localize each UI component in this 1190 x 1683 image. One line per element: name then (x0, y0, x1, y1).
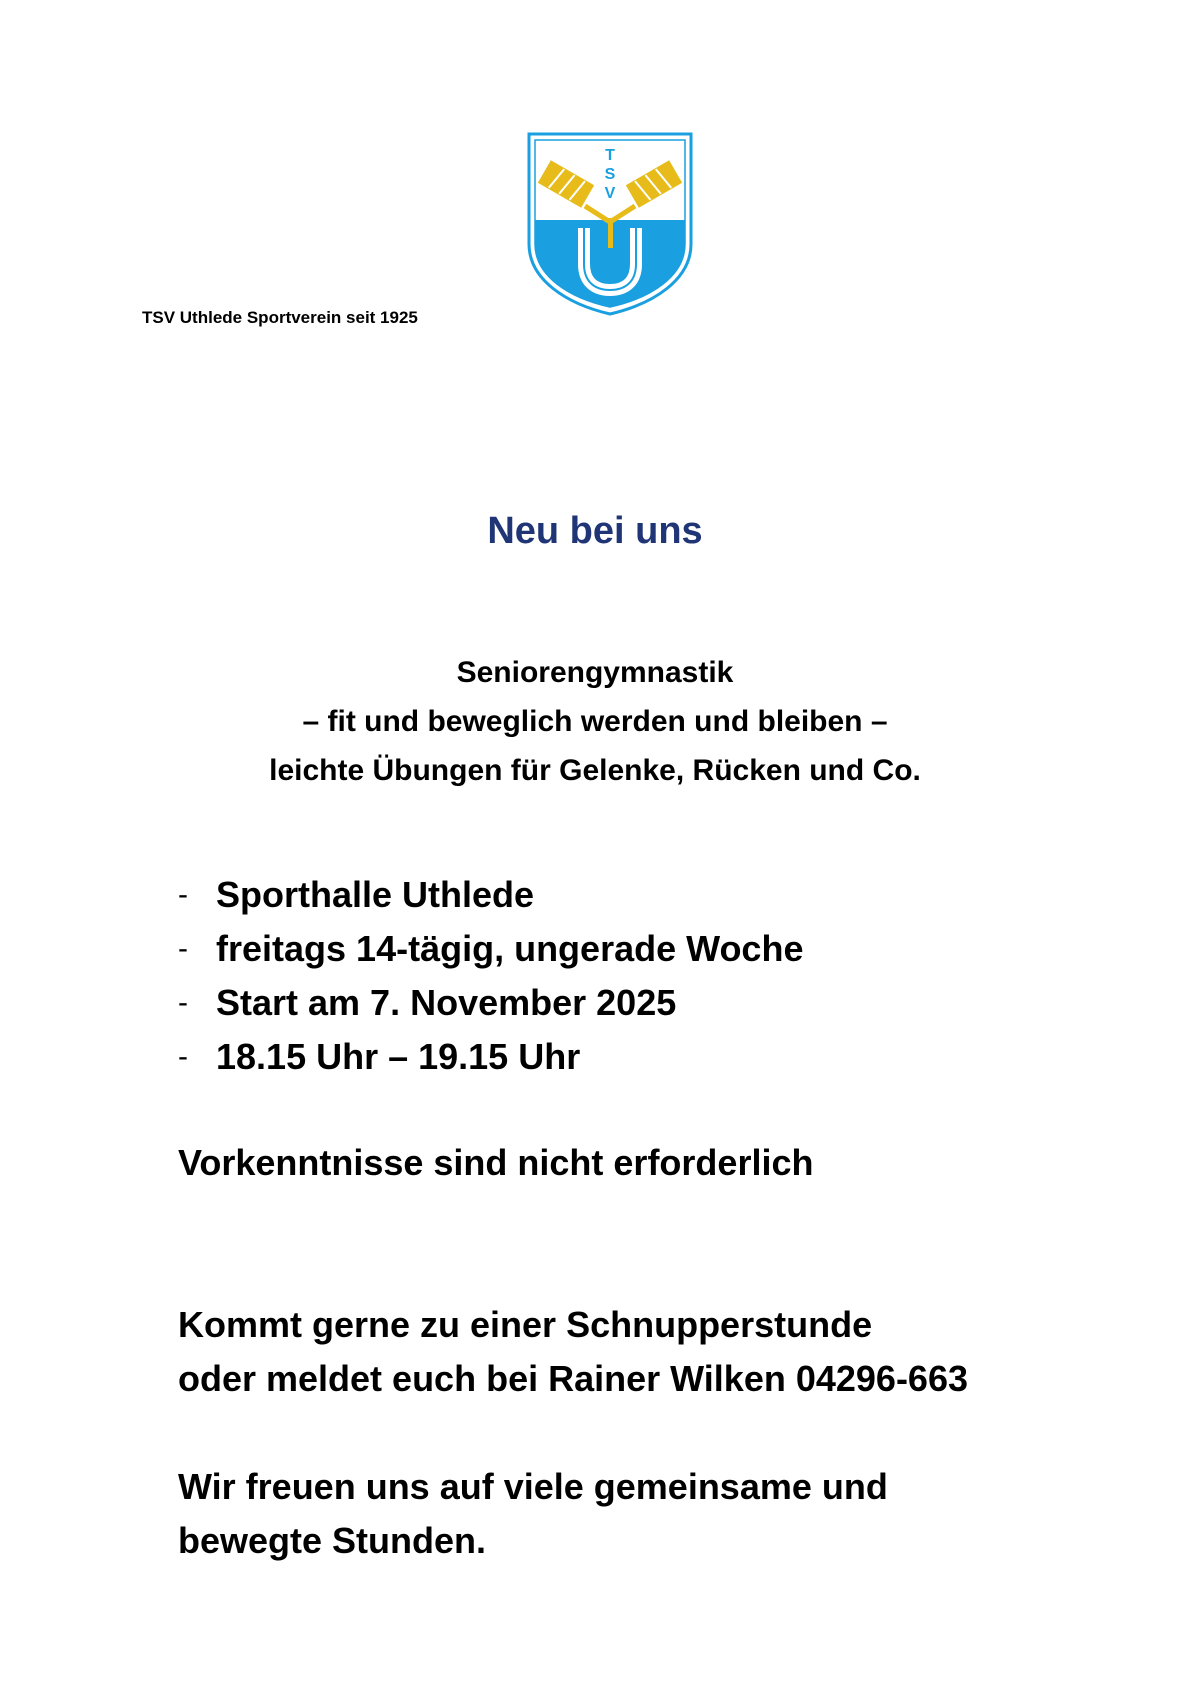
course-title: Seniorengymnastik (456, 656, 734, 689)
detail-text: Start am 7. November 2025 (216, 982, 677, 1023)
bullet-dash: - (178, 1040, 188, 1073)
detail-text: 18.15 Uhr – 19.15 Uhr (216, 1036, 581, 1077)
club-logo (527, 132, 693, 316)
detail-schedule (178, 922, 803, 976)
contact-line: Kommt gerne zu einer Schnupperstunde (178, 1304, 873, 1345)
bullet-dash: - (178, 986, 188, 1019)
contact-paragraph (178, 1298, 968, 1406)
closing-line: Wir freuen uns auf viele gemeinsame und (178, 1466, 888, 1507)
club-tagline: TSV Uthlede Sportverein seit 1925 (142, 308, 418, 327)
course-details-list (178, 868, 803, 1084)
prerequisites-note: Vorkenntnisse sind nicht erforderlich (178, 1142, 814, 1183)
bullet-dash: - (178, 932, 188, 965)
svg-text:T: T (605, 147, 615, 164)
course-intro (0, 648, 1190, 795)
svg-text:V: V (604, 185, 616, 202)
closing-paragraph (178, 1460, 888, 1568)
detail-text: freitags 14-tägig, ungerade Woche (216, 928, 804, 969)
tsv-crest-icon (527, 132, 693, 316)
headline: Neu bei uns (487, 510, 703, 552)
detail-start-date (178, 976, 803, 1030)
course-subtitle: – fit und beweglich werden und bleiben – (302, 705, 888, 738)
course-description: leichte Übungen für Gelenke, Rücken und Co. (269, 754, 921, 787)
svg-text:S: S (604, 166, 616, 183)
closing-line: bewegte Stunden. (178, 1520, 487, 1561)
bullet-dash: - (178, 878, 188, 911)
detail-location (178, 868, 803, 922)
contact-line: oder meldet euch bei Rainer Wilken 04296-663 (178, 1358, 968, 1399)
detail-time (178, 1030, 803, 1084)
detail-text: Sporthalle Uthlede (216, 874, 535, 915)
